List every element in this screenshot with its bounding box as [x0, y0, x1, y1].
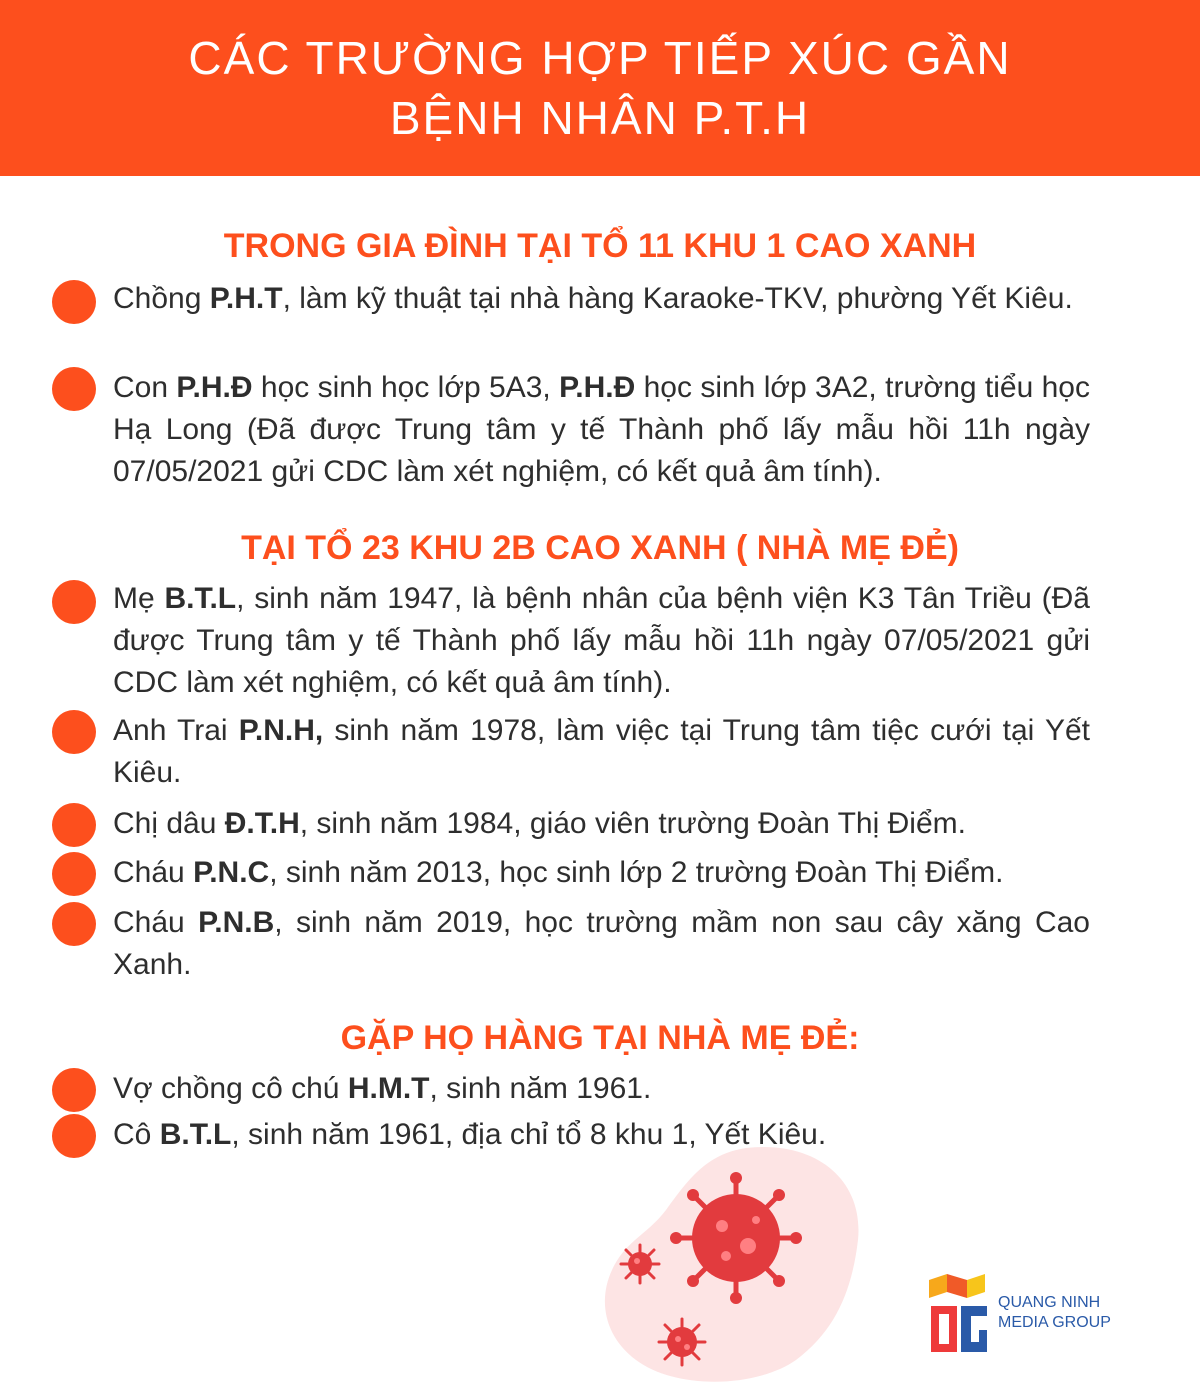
list-item-text: Anh Trai P.N.H, sinh năm 1978, làm việc tại Trung tâm tiệc cưới tại Yết Kiêu. [113, 714, 1090, 789]
page-title-line2: BỆNH NHÂN P.T.H [389, 92, 811, 144]
list-item-text: Cô B.T.L, sinh năm 1961, địa chỉ tổ 8 khu 1, Yết Kiêu. [113, 1118, 827, 1151]
section-title-family: TRONG GIA ĐÌNH TẠI TỔ 11 KHU 1 CAO XANH [223, 227, 977, 265]
bullet-icon [52, 852, 96, 896]
logo-line1: QUANG NINH [998, 1294, 1101, 1311]
virus-icon [659, 1319, 705, 1365]
bullet-icon [52, 1068, 96, 1112]
virus-icon [621, 1245, 659, 1283]
list-item-text: Mẹ B.T.L, sinh năm 1947, là bệnh nhân của bệnh viện K3 Tân Triều (Đã được Trung tâm y tế Thành phố lấy mẫu hồi 11h ngày 07/05/2021 gửi CDC làm xét nghiệm, có kết quả âm tính). [113, 582, 1090, 699]
logo-text [998, 1293, 1111, 1333]
list-item-text: Con P.H.Đ học sinh học lớp 5A3, P.H.Đ học sinh lớp 3A2, trường tiểu học Hạ Long (Đã được Trung tâm y tế Thành phố lấy mẫu hồi 11h ngày 07/05/2021 gửi CDC làm xét nghiệm, có kết quả âm tính). [113, 371, 1090, 488]
page-title-line1: CÁC TRƯỜNG HỢP TIẾP XÚC GẦN [188, 32, 1012, 84]
bullet-icon [52, 1114, 96, 1158]
list-item-text: Cháu P.N.C, sinh năm 2013, học sinh lớp 2 trường Đoàn Thị Điểm. [113, 856, 1004, 889]
section-title-mother-house: TẠI TỔ 23 KHU 2B CAO XANH ( NHÀ MẸ ĐẺ) [241, 529, 959, 567]
virus-illustration [596, 1140, 864, 1384]
bullet-icon [52, 803, 96, 847]
virus-icon [670, 1172, 802, 1304]
quang-ninh-media-group-logo [925, 1272, 995, 1362]
list-item-text: Chị dâu Đ.T.H, sinh năm 1984, giáo viên trường Đoàn Thị Điểm. [113, 807, 966, 840]
header-banner [0, 0, 1200, 176]
list-item-text: Cháu P.N.B, sinh năm 2019, học trường mầm non sau cây xăng Cao Xanh. [113, 906, 1090, 981]
bullet-icon [52, 367, 96, 411]
bullet-icon [52, 580, 96, 624]
list-item-text: Vợ chồng cô chú H.M.T, sinh năm 1961. [113, 1072, 652, 1105]
bullet-icon [52, 710, 96, 754]
bullet-icon [52, 280, 96, 324]
logo-line2: MEDIA GROUP [998, 1314, 1111, 1331]
section-title-relatives: GẶP HỌ HÀNG TẠI NHÀ MẸ ĐẺ: [340, 1019, 860, 1057]
bullet-icon [52, 902, 96, 946]
list-item-text: Chồng P.H.T, làm kỹ thuật tại nhà hàng Karaoke-TKV, phường Yết Kiêu. [113, 282, 1073, 315]
